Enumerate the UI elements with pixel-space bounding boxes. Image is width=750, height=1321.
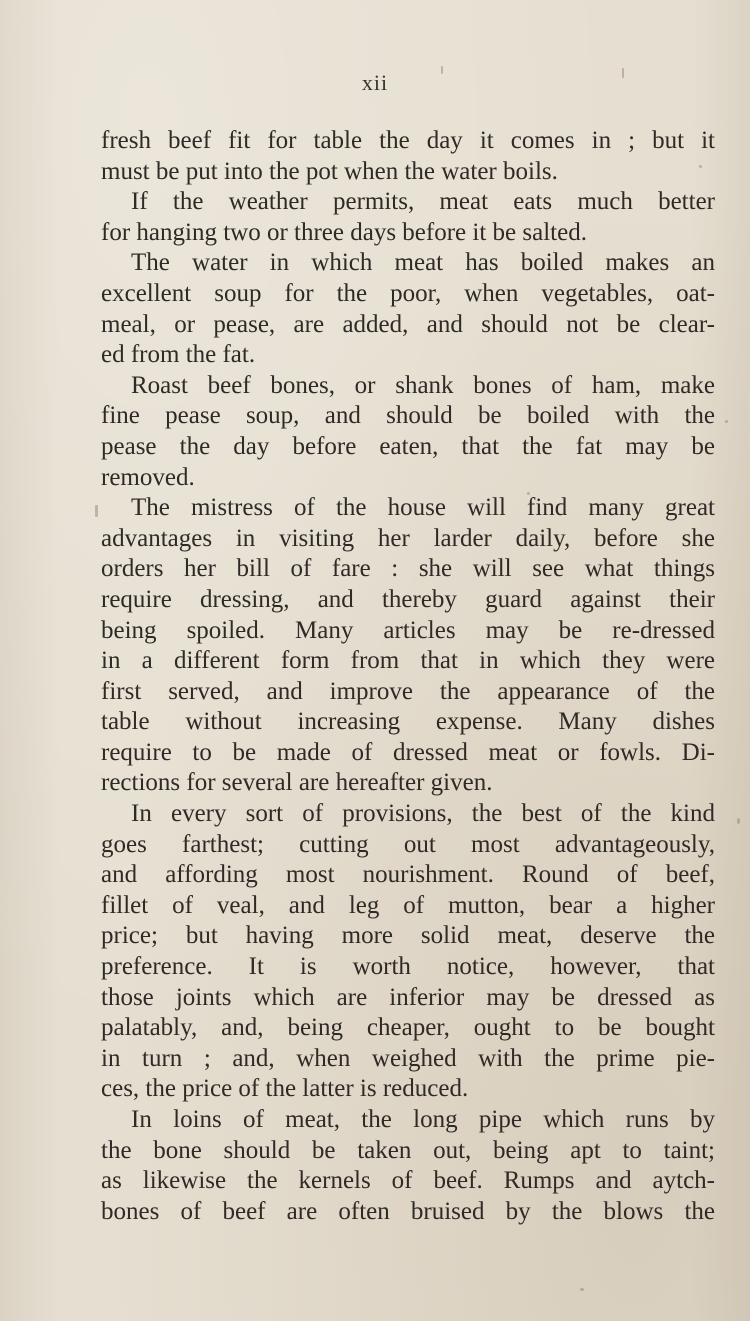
text-line: fillet of veal, and leg of mutton, bear a higher	[101, 891, 715, 919]
paper-speck	[699, 165, 702, 168]
text-line: in a different form from that in which they were	[101, 647, 715, 675]
text-line: price; but having more solid meat, deserve the	[101, 922, 715, 950]
paragraph-start-line: The water in which meat has boiled makes an	[131, 249, 715, 277]
text-line: table without increasing expense. Many dishes	[101, 708, 715, 736]
text-line: pease the day before eaten, that the fat may be	[101, 432, 715, 460]
body-text	[101, 126, 715, 1227]
text-line: removed.	[101, 463, 195, 491]
text-line: being spoiled. Many articles may be re-dressed	[101, 616, 715, 644]
paper-speck	[622, 68, 624, 78]
paper-speck	[737, 818, 740, 824]
text-line: as likewise the kernels of beef. Rumps and aytch-	[101, 1167, 715, 1195]
text-line: require to be made of dressed meat or fowls. Di-	[101, 738, 715, 766]
text-line: bones of beef are often bruised by the blows the	[101, 1197, 715, 1225]
text-line: the bone should be taken out, being apt to taint;	[101, 1136, 715, 1164]
text-line: require dressing, and thereby guard against their	[101, 585, 715, 613]
paragraph-start-line: Roast beef bones, or shank bones of ham, make	[131, 371, 715, 399]
text-line: palatably, and, being cheaper, ought to be bought	[101, 1014, 715, 1042]
text-line: excellent soup for the poor, when vegetables, oat-	[101, 279, 715, 307]
text-line: in turn ; and, when weighed with the prime pie-	[101, 1044, 715, 1072]
text-line: preference. It is worth notice, however, that	[101, 953, 715, 981]
paper-speck	[527, 492, 530, 495]
paper-speck	[95, 505, 98, 517]
text-line: goes farthest; cutting out most advantageously,	[101, 830, 715, 858]
text-line: ces, the price of the latter is reduced.	[101, 1075, 469, 1103]
paragraph-start-line: In loins of meat, the long pipe which runs by	[131, 1106, 715, 1133]
text-line: first served, and improve the appearance of the	[101, 677, 715, 705]
paper-speck	[725, 420, 728, 423]
text-line: and affording most nourishment. Round of beef,	[101, 861, 715, 889]
text-line: meal, or pease, are added, and should not be clear-	[101, 310, 715, 338]
paragraph-start-line: The mistress of the house will find many great	[131, 494, 715, 522]
text-line: ed from the fat.	[101, 341, 256, 369]
text-line: must be put into the pot when the water boils.	[101, 157, 558, 185]
text-line: fine pease soup, and should be boiled with the	[101, 402, 715, 430]
text-line: orders her bill of fare : she will see what things	[101, 555, 715, 583]
paper-speck	[441, 66, 443, 74]
page-number: xii	[361, 70, 389, 95]
paragraph-start-line: In every sort of provisions, the best of the kind	[131, 800, 715, 828]
text-line: advantages in visiting her larder daily, before she	[101, 524, 715, 552]
text-line: for hanging two or three days before it be salted.	[101, 218, 587, 246]
paragraph-start-line: If the weather permits, meat eats much better	[131, 188, 715, 216]
text-line: those joints which are inferior may be dressed as	[101, 983, 715, 1011]
text-line: fresh beef fit for table the day it comes in ; but it	[101, 127, 715, 154]
text-line: rections for several are hereafter given.	[101, 769, 493, 797]
paper-speck	[580, 1288, 584, 1291]
